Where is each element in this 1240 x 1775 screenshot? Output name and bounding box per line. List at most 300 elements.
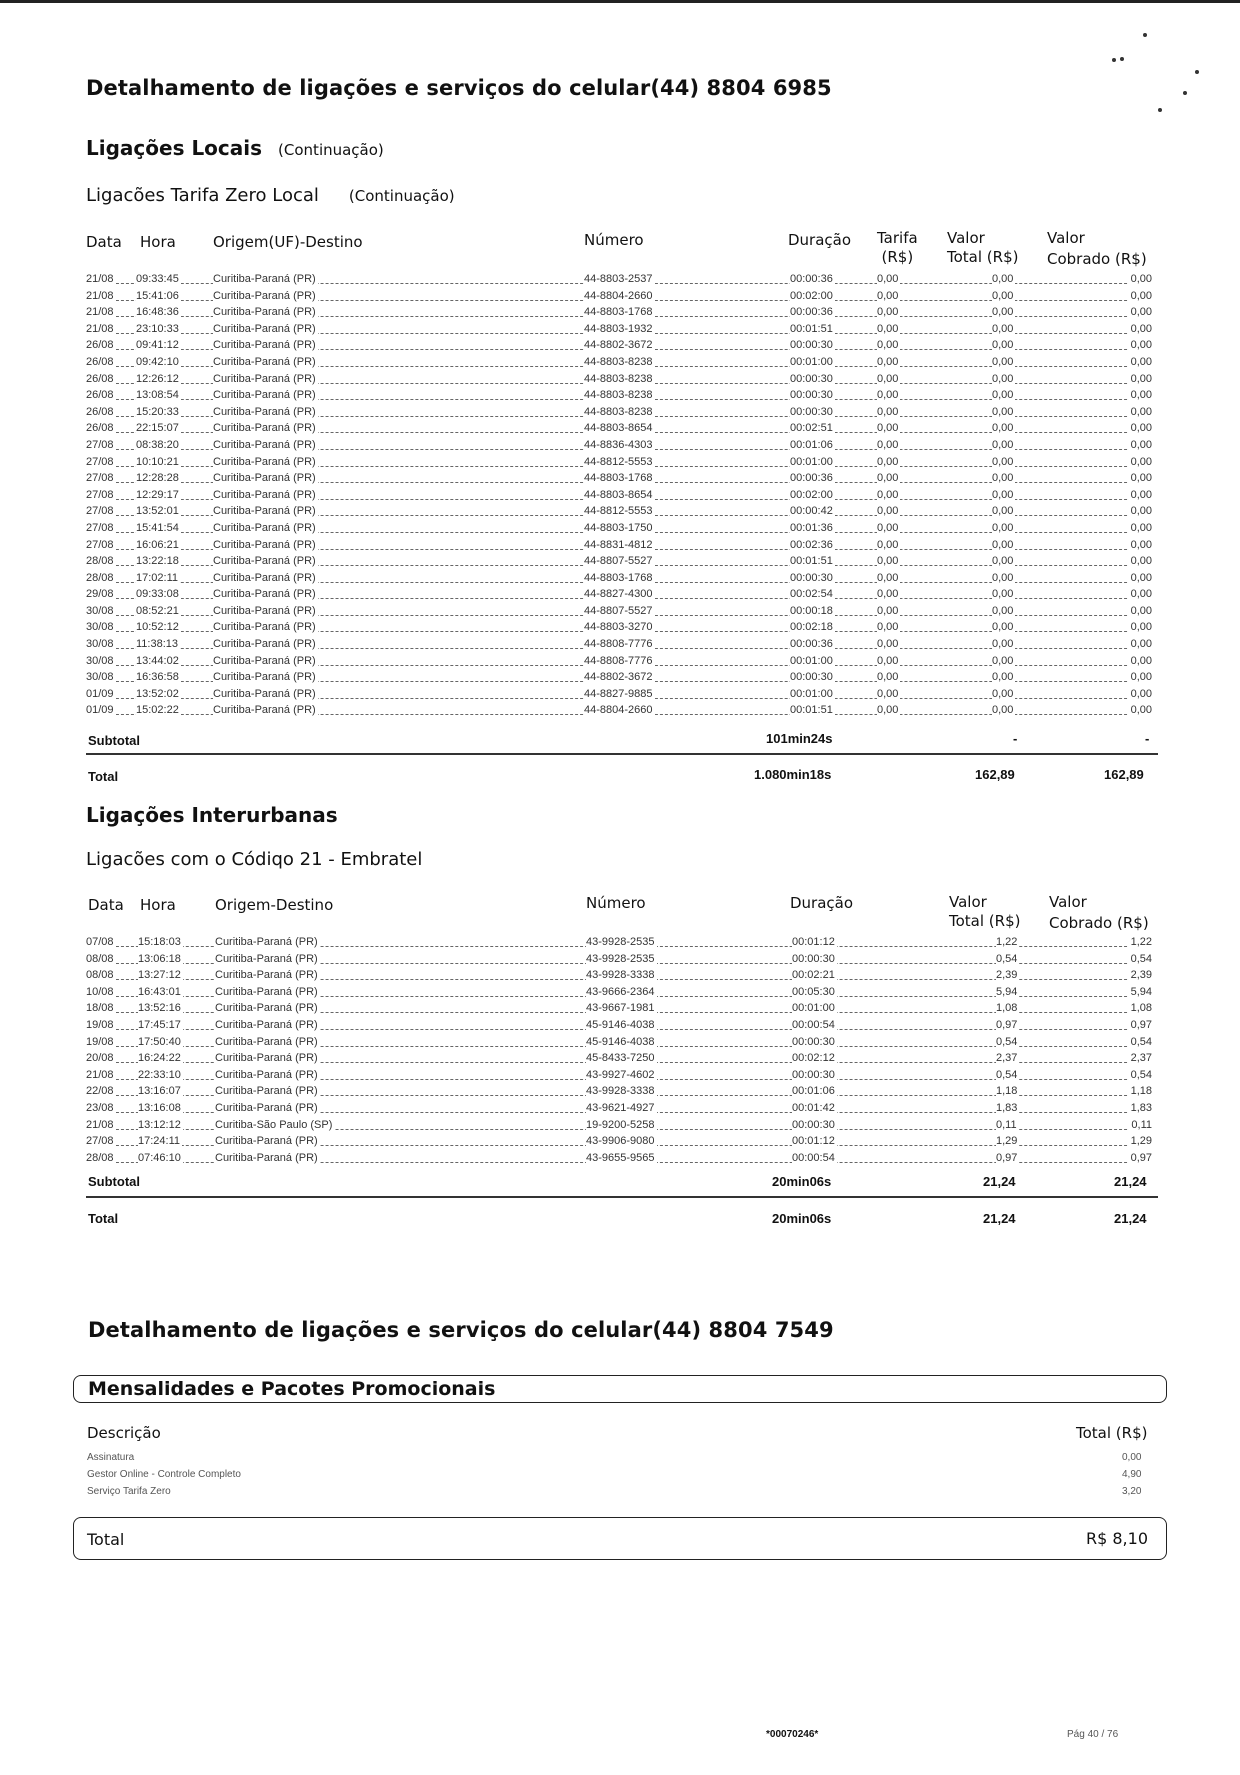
call-origem: Curitiba-Paraná (PR) <box>215 1151 318 1164</box>
call-total: 0,00 <box>992 488 1014 501</box>
call-cobrado: 0,00 <box>1130 488 1152 501</box>
call-row <box>86 305 1152 322</box>
call-data: 28/08 <box>86 555 114 568</box>
locais-subtotal-label: Subtotal <box>88 733 140 748</box>
call-cobrado: 0,00 <box>1130 306 1152 319</box>
call-cobrado: 0,00 <box>1130 687 1152 700</box>
call-duracao: 00:00:30 <box>790 405 833 418</box>
locais-total-duracao: 1.080min18s <box>754 767 832 782</box>
call-origem: Curitiba-Paraná (PR) <box>215 936 318 948</box>
call-cobrado: 0,00 <box>1130 422 1152 435</box>
call-row <box>86 1068 1152 1085</box>
call-duracao: 00:00:30 <box>790 671 833 684</box>
call-numero: 44-8803-1750 <box>584 521 653 534</box>
locais-subheading <box>86 185 455 206</box>
call-duracao: 00:00:30 <box>790 571 833 584</box>
locais-total-valor: 162,89 <box>975 767 1015 782</box>
call-total: 0,54 <box>996 1068 1018 1081</box>
call-numero: 44-8802-3672 <box>584 671 653 684</box>
call-data: 29/08 <box>86 588 114 601</box>
call-duracao: 00:00:30 <box>792 1118 835 1131</box>
call-cobrado: 0,54 <box>1130 952 1152 965</box>
call-data: 27/08 <box>86 1135 114 1148</box>
call-cobrado: 0,00 <box>1130 588 1152 601</box>
mensalidade-item-total: 3,20 <box>1122 1486 1142 1497</box>
call-data: 28/08 <box>86 1151 114 1164</box>
call-total: 1,22 <box>996 936 1018 948</box>
call-hora: 16:06:21 <box>136 538 179 551</box>
call-data: 19/08 <box>86 1018 114 1031</box>
call-cobrado: 0,00 <box>1130 455 1152 468</box>
call-origem: Curitiba-Paraná (PR) <box>215 952 318 965</box>
call-numero: 43-9906-9080 <box>586 1135 655 1148</box>
call-duracao: 00:02:54 <box>790 588 833 601</box>
call-data: 30/08 <box>86 638 114 651</box>
call-hora: 13:06:18 <box>138 952 181 965</box>
call-origem: Curitiba-Paraná (PR) <box>213 621 316 634</box>
call-cobrado: 0,00 <box>1130 604 1152 617</box>
call-hora: 09:41:12 <box>136 339 179 352</box>
call-data: 22/08 <box>86 1085 114 1098</box>
call-duracao: 00:02:18 <box>790 621 833 634</box>
scan-speck <box>1120 57 1124 61</box>
call-row <box>86 272 1152 289</box>
call-total: 0,00 <box>992 571 1014 584</box>
call-hora: 17:02:11 <box>136 571 179 584</box>
call-hora: 23:10:33 <box>136 322 179 335</box>
col-numero: Número <box>584 231 644 249</box>
call-data: 28/08 <box>86 571 114 584</box>
call-duracao: 00:05:30 <box>792 985 835 998</box>
call-cobrado: 0,00 <box>1130 372 1152 385</box>
call-duracao: 00:02:12 <box>792 1052 835 1065</box>
call-numero: 44-8803-8654 <box>584 422 653 435</box>
call-total: 1,08 <box>996 1002 1018 1015</box>
call-origem: Curitiba-Paraná (PR) <box>213 505 316 518</box>
call-data: 10/08 <box>86 985 114 998</box>
call-duracao: 00:02:36 <box>790 538 833 551</box>
call-row <box>86 421 1152 438</box>
inter-subtotal-duracao: 20min06s <box>772 1174 832 1189</box>
call-cobrado: 0,00 <box>1130 472 1152 485</box>
col-origem: Origem-Destino <box>215 896 334 914</box>
call-data: 26/08 <box>86 355 114 368</box>
call-data: 26/08 <box>86 405 114 418</box>
call-cobrado: 2,37 <box>1130 1052 1152 1065</box>
call-hora: 13:16:07 <box>138 1085 181 1098</box>
call-tarifa: 0,00 <box>877 389 899 402</box>
call-duracao: 00:00:30 <box>790 389 833 402</box>
call-hora: 17:50:40 <box>138 1035 181 1048</box>
call-duracao: 00:02:00 <box>790 488 833 501</box>
call-total: 0,00 <box>992 472 1014 485</box>
call-cobrado: 0,00 <box>1130 538 1152 551</box>
call-data: 01/09 <box>86 704 114 717</box>
call-numero: 44-8836-4303 <box>584 438 653 451</box>
call-tarifa: 0,00 <box>877 322 899 335</box>
col-tarifa <box>877 229 918 267</box>
inter-total-cobrado: 21,24 <box>1114 1211 1147 1226</box>
call-origem: Curitiba-Paraná (PR) <box>213 455 316 468</box>
call-tarifa: 0,00 <box>877 355 899 368</box>
col-valor-total-line1: Valor <box>949 893 987 911</box>
call-total: 0,00 <box>992 654 1014 667</box>
call-hora: 17:24:11 <box>138 1135 181 1148</box>
call-row <box>86 687 1152 704</box>
call-origem: Curitiba-Paraná (PR) <box>213 671 316 684</box>
call-data: 30/08 <box>86 604 114 617</box>
call-duracao: 00:02:21 <box>792 969 835 982</box>
call-row <box>86 1084 1152 1101</box>
call-hora: 07:46:10 <box>138 1151 181 1164</box>
section-title-6985: Detalhamento de ligações e serviços do celular(44) 8804 6985 <box>86 76 832 100</box>
call-tarifa: 0,00 <box>877 472 899 485</box>
call-hora: 15:41:06 <box>136 289 179 302</box>
call-total: 0,00 <box>992 273 1014 285</box>
scan-speck <box>1112 58 1116 62</box>
call-total: 0,00 <box>992 289 1014 302</box>
call-numero: 44-8803-8654 <box>584 488 653 501</box>
call-origem: Curitiba-Paraná (PR) <box>213 289 316 302</box>
call-row <box>86 471 1152 488</box>
call-origem: Curitiba-Paraná (PR) <box>213 488 316 501</box>
col-hora: Hora <box>140 896 176 914</box>
call-numero: 43-9927-4602 <box>586 1068 655 1081</box>
mensalidades-total-value: R$ 8,10 <box>1085 1529 1148 1548</box>
call-origem: Curitiba-Paraná (PR) <box>213 571 316 584</box>
call-tarifa: 0,00 <box>877 505 899 518</box>
call-origem: Curitiba-Paraná (PR) <box>213 638 316 651</box>
col-origem: Origem(UF)-Destino <box>213 233 363 251</box>
call-numero: 45-9146-4038 <box>586 1018 655 1031</box>
call-total: 0,97 <box>996 1151 1018 1164</box>
call-hora: 09:33:08 <box>136 588 179 601</box>
call-row <box>86 372 1152 389</box>
call-total: 0,00 <box>992 671 1014 684</box>
call-hora: 13:44:02 <box>136 654 179 667</box>
call-numero: 44-8807-5527 <box>584 555 653 568</box>
call-cobrado: 1,83 <box>1130 1101 1152 1114</box>
call-hora: 10:10:21 <box>136 455 179 468</box>
call-origem: Curitiba-Paraná (PR) <box>213 322 316 335</box>
call-total: 0,00 <box>992 422 1014 435</box>
call-cobrado: 0,00 <box>1130 521 1152 534</box>
call-duracao: 00:00:36 <box>790 273 833 285</box>
call-cobrado: 0,00 <box>1130 438 1152 451</box>
call-total: 1,29 <box>996 1135 1018 1148</box>
call-data: 27/08 <box>86 472 114 485</box>
call-duracao: 00:01:12 <box>792 1135 835 1148</box>
mensalidade-item-total: 0,00 <box>1122 1452 1142 1463</box>
call-numero: 43-9928-2535 <box>586 936 655 948</box>
call-row <box>86 654 1152 671</box>
locais-table-body <box>86 272 1152 720</box>
call-tarifa: 0,00 <box>877 538 899 551</box>
call-duracao: 00:01:00 <box>790 355 833 368</box>
call-numero: 44-8802-3672 <box>584 339 653 352</box>
call-data: 20/08 <box>86 1052 114 1065</box>
col-duracao: Duração <box>790 894 854 912</box>
call-data: 21/08 <box>86 1118 114 1131</box>
inter-subtotal-label: Subtotal <box>88 1174 140 1189</box>
call-row <box>86 554 1152 571</box>
call-total: 0,00 <box>992 604 1014 617</box>
call-numero: 43-9928-2535 <box>586 952 655 965</box>
call-origem: Curitiba-Paraná (PR) <box>215 1068 318 1081</box>
call-total: 0,00 <box>992 638 1014 651</box>
call-origem: Curitiba-Paraná (PR) <box>213 422 316 435</box>
call-data: 30/08 <box>86 621 114 634</box>
call-origem: Curitiba-Paraná (PR) <box>215 1035 318 1048</box>
call-cobrado: 1,08 <box>1130 1002 1152 1015</box>
call-hora: 12:28:28 <box>136 472 179 485</box>
call-row <box>86 538 1152 555</box>
call-origem: Curitiba-Paraná (PR) <box>213 588 316 601</box>
locais-subtotal-duracao: 101min24s <box>766 731 833 746</box>
call-total: 0,00 <box>992 521 1014 534</box>
call-cobrado: 1,22 <box>1130 936 1152 948</box>
call-row <box>86 1035 1152 1052</box>
col-valor-total-line1: Valor <box>947 229 985 247</box>
call-numero: 44-8831-4812 <box>584 538 653 551</box>
call-hora: 22:15:07 <box>136 422 179 435</box>
locais-subtotal-total: - <box>1013 731 1018 746</box>
call-numero: 44-8808-7776 <box>584 638 653 651</box>
call-numero: 44-8803-1768 <box>584 571 653 584</box>
call-cobrado: 0,97 <box>1130 1151 1152 1164</box>
col-data: Data <box>88 896 124 914</box>
call-hora: 16:43:01 <box>138 985 181 998</box>
call-tarifa: 0,00 <box>877 521 899 534</box>
call-origem: Curitiba-Paraná (PR) <box>213 704 316 717</box>
call-data: 27/08 <box>86 438 114 451</box>
call-hora: 22:33:10 <box>138 1068 181 1081</box>
call-tarifa: 0,00 <box>877 405 899 418</box>
call-tarifa: 0,00 <box>877 306 899 319</box>
call-total: 1,18 <box>996 1085 1018 1098</box>
call-data: 19/08 <box>86 1035 114 1048</box>
call-tarifa: 0,00 <box>877 438 899 451</box>
call-tarifa: 0,00 <box>877 289 899 302</box>
footer-page-number: Pág 40 / 76 <box>1067 1729 1119 1740</box>
call-cobrado: 0,00 <box>1130 704 1152 717</box>
call-duracao: 00:00:36 <box>790 306 833 319</box>
call-numero: 44-8803-3270 <box>584 621 653 634</box>
call-duracao: 00:01:12 <box>792 936 835 948</box>
call-total: 0,00 <box>992 555 1014 568</box>
call-hora: 16:24:22 <box>138 1052 181 1065</box>
call-hora: 15:41:54 <box>136 521 179 534</box>
section-title-7549: Detalhamento de ligações e serviços do celular(44) 8804 7549 <box>88 1318 834 1342</box>
call-total: 0,00 <box>992 372 1014 385</box>
call-origem: Curitiba-Paraná (PR) <box>215 1085 318 1098</box>
call-cobrado: 0,00 <box>1130 571 1152 584</box>
locais-subtitle-continuation: (Continuação) <box>348 187 455 205</box>
call-tarifa: 0,00 <box>877 704 899 717</box>
call-hora: 09:33:45 <box>136 273 179 285</box>
call-hora: 16:48:36 <box>136 306 179 319</box>
call-data: 18/08 <box>86 1002 114 1015</box>
call-origem: Curitiba-Paraná (PR) <box>213 538 316 551</box>
call-total: 0,00 <box>992 687 1014 700</box>
inter-total-valor: 21,24 <box>983 1211 1016 1226</box>
call-origem: Curitiba-Paraná (PR) <box>213 306 316 319</box>
call-hora: 15:20:33 <box>136 405 179 418</box>
call-hora: 12:29:17 <box>136 488 179 501</box>
call-total: 0,11 <box>996 1118 1017 1131</box>
call-duracao: 00:00:30 <box>792 952 835 965</box>
call-data: 30/08 <box>86 654 114 667</box>
call-cobrado: 0,00 <box>1130 339 1152 352</box>
call-row <box>86 338 1152 355</box>
call-row <box>86 968 1152 985</box>
call-row <box>86 438 1152 455</box>
call-hora: 11:38:13 <box>136 638 179 651</box>
call-hora: 13:16:08 <box>138 1101 181 1114</box>
call-hora: 08:52:21 <box>136 604 179 617</box>
call-duracao: 00:02:51 <box>790 422 833 435</box>
call-numero: 43-9667-1981 <box>586 1002 655 1015</box>
call-data: 01/09 <box>86 687 114 700</box>
call-numero: 44-8827-9885 <box>584 687 653 700</box>
call-total: 0,54 <box>996 1035 1018 1048</box>
call-numero: 43-9928-3338 <box>586 969 655 982</box>
call-cobrado: 5,94 <box>1130 985 1152 998</box>
col-tarifa-line2: (R$) <box>881 248 914 266</box>
call-numero: 44-8812-5553 <box>584 455 653 468</box>
locais-heading <box>86 136 384 160</box>
col-valor-total-line2: Total (R$) <box>947 248 1019 266</box>
call-numero: 44-8803-8238 <box>584 389 653 402</box>
inter-subtotal-total: 21,24 <box>983 1174 1016 1189</box>
call-cobrado: 0,00 <box>1130 289 1152 302</box>
call-cobrado: 0,11 <box>1131 1118 1152 1131</box>
inter-total-label: Total <box>88 1211 119 1226</box>
inter-subtotal-cobrado: 21,24 <box>1114 1174 1147 1189</box>
locais-total-rule <box>86 753 1158 755</box>
call-duracao: 00:01:51 <box>790 704 833 717</box>
col-hora: Hora <box>140 233 176 251</box>
call-duracao: 00:00:36 <box>790 472 833 485</box>
call-row <box>86 521 1152 538</box>
call-hora: 15:02:22 <box>136 704 179 717</box>
call-row <box>86 935 1152 952</box>
call-hora: 12:26:12 <box>136 372 179 385</box>
call-duracao: 00:01:00 <box>790 687 833 700</box>
call-tarifa: 0,00 <box>877 621 899 634</box>
call-hora: 09:42:10 <box>136 355 179 368</box>
footer-code: *00070246* <box>766 1729 819 1740</box>
call-numero: 44-8812-5553 <box>584 505 653 518</box>
call-origem: Curitiba-Paraná (PR) <box>213 438 316 451</box>
mensalidade-item-desc: Serviço Tarifa Zero <box>87 1486 171 1497</box>
call-origem: Curitiba-Paraná (PR) <box>215 1052 318 1065</box>
call-cobrado: 0,00 <box>1130 638 1152 651</box>
call-data: 27/08 <box>86 538 114 551</box>
call-numero: 44-8827-4300 <box>584 588 653 601</box>
call-total: 0,00 <box>992 405 1014 418</box>
call-origem: Curitiba-Paraná (PR) <box>213 355 316 368</box>
call-origem: Curitiba-Paraná (PR) <box>213 389 316 402</box>
col-numero: Número <box>586 894 646 912</box>
call-data: 26/08 <box>86 389 114 402</box>
call-hora: 13:52:01 <box>136 505 179 518</box>
call-hora: 10:52:12 <box>136 621 179 634</box>
call-numero: 44-8803-1932 <box>584 322 653 335</box>
mensalidade-item-desc: Gestor Online - Controle Completo <box>87 1469 241 1480</box>
locais-subtitle: Ligacões Tarifa Zero Local <box>86 185 319 206</box>
call-total: 0,00 <box>992 621 1014 634</box>
call-hora: 13:27:12 <box>138 969 181 982</box>
call-numero: 45-9146-4038 <box>586 1035 655 1048</box>
call-tarifa: 0,00 <box>877 273 899 285</box>
col-valor-cobrado-line2: Cobrado (R$) <box>1047 250 1147 268</box>
call-total: 0,00 <box>992 322 1014 335</box>
call-origem: Curitiba-Paraná (PR) <box>215 1018 318 1031</box>
call-hora: 17:45:17 <box>138 1018 181 1031</box>
call-total: 0,00 <box>992 455 1014 468</box>
call-cobrado: 0,54 <box>1130 1035 1152 1048</box>
call-cobrado: 0,00 <box>1130 273 1152 285</box>
call-data: 26/08 <box>86 372 114 385</box>
call-numero: 43-9655-9565 <box>586 1151 655 1164</box>
call-origem: Curitiba-Paraná (PR) <box>213 339 316 352</box>
call-total: 2,37 <box>996 1052 1018 1065</box>
call-duracao: 00:00:54 <box>792 1018 835 1031</box>
call-cobrado: 0,00 <box>1130 505 1152 518</box>
mensalidade-item-desc: Assinatura <box>87 1452 135 1463</box>
call-data: 23/08 <box>86 1101 114 1114</box>
call-row <box>86 620 1152 637</box>
scan-speck <box>1143 33 1147 37</box>
col-data: Data <box>86 233 122 251</box>
locais-subtotal-cobrado: - <box>1145 731 1150 746</box>
call-cobrado: 0,00 <box>1130 405 1152 418</box>
col-valor-cobrado <box>1049 893 1149 933</box>
call-row <box>86 488 1152 505</box>
call-tarifa: 0,00 <box>877 555 899 568</box>
call-origem: Curitiba-Paraná (PR) <box>215 1002 318 1015</box>
call-row <box>86 1118 1152 1135</box>
scan-speck <box>1158 108 1162 112</box>
call-cobrado: 1,18 <box>1130 1085 1152 1098</box>
call-hora: 13:08:54 <box>136 389 179 402</box>
call-duracao: 00:00:30 <box>790 339 833 352</box>
col-valor-cobrado-line1: Valor <box>1049 893 1087 911</box>
call-numero: 44-8808-7776 <box>584 654 653 667</box>
col-valor-total <box>947 229 1018 267</box>
call-row <box>86 1101 1152 1118</box>
call-cobrado: 0,97 <box>1130 1018 1152 1031</box>
mensalidades-title-box <box>73 1375 1167 1403</box>
call-data: 27/08 <box>86 488 114 501</box>
scan-top-border <box>0 0 1240 3</box>
call-total: 0,00 <box>992 355 1014 368</box>
call-duracao: 00:02:00 <box>790 289 833 302</box>
call-origem: Curitiba-Paraná (PR) <box>215 985 318 998</box>
call-total: 2,39 <box>996 969 1018 982</box>
call-numero: 44-8803-1768 <box>584 306 653 319</box>
col-valor-total <box>949 893 1020 931</box>
col-valor-cobrado-line2: Cobrado (R$) <box>1049 914 1149 932</box>
call-duracao: 00:00:36 <box>790 638 833 651</box>
locais-continuation: (Continuação) <box>278 141 384 159</box>
call-origem: Curitiba-Paraná (PR) <box>213 555 316 568</box>
call-duracao: 00:01:00 <box>790 455 833 468</box>
call-hora: 16:36:58 <box>136 671 179 684</box>
scan-speck <box>1183 91 1187 95</box>
call-data: 21/08 <box>86 322 114 335</box>
